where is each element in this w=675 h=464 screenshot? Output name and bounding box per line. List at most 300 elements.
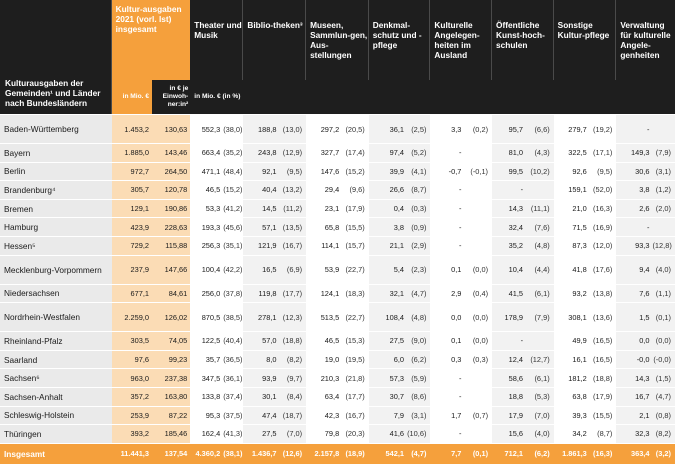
cell-hop: (4,8) [526, 236, 554, 255]
cell-je: 147,66 [152, 255, 190, 284]
row-label: Mecklenburg-Vorpommern [0, 255, 112, 284]
cell-so: 92,6 [554, 162, 590, 181]
cell-je: 130,63 [152, 114, 190, 143]
header-denkmal: Denkmal-schutz und -pflege [369, 0, 431, 80]
cell-mu: 327,7 [306, 143, 342, 162]
cell-de: 41,6 [369, 424, 407, 443]
cell-aup: (0,4) [464, 284, 492, 303]
cell-ho: - [492, 331, 526, 350]
total-cell-mio: 11.441,3 [112, 443, 152, 464]
cell-bip: (8,2) [280, 350, 307, 369]
cell-au: - [430, 199, 464, 218]
cell-mio: 1.885,0 [112, 143, 152, 162]
cell-ve: 32,3 [616, 424, 652, 443]
cell-bi: 8,0 [243, 350, 279, 369]
cell-mu: 29,4 [306, 180, 342, 199]
cell-je: 185,46 [152, 424, 190, 443]
cell-ho: 12,4 [492, 350, 526, 369]
cell-de: 21,1 [369, 236, 407, 255]
cell-bi: 92,1 [243, 162, 279, 181]
cell-de: 57,3 [369, 368, 407, 387]
cell-je: 120,78 [152, 180, 190, 199]
cell-vep: (1,5) [652, 368, 675, 387]
cell-au: 0,1 [430, 255, 464, 284]
table-row [0, 331, 675, 350]
cell-vep: (2,0) [652, 199, 675, 218]
cell-th: 46,5 [190, 180, 223, 199]
total-cell-bip: (12,6) [280, 443, 307, 464]
cell-mio: 357,2 [112, 387, 152, 406]
cell-ho: 95,7 [492, 114, 526, 143]
cell-ho: - [492, 180, 526, 199]
cell-thp: (37,4) [223, 387, 243, 406]
cell-sop: (17,1) [590, 143, 617, 162]
cell-aup [464, 424, 492, 443]
cell-bi: 16,5 [243, 255, 279, 284]
cell-sop: (52,0) [590, 180, 617, 199]
cell-sop: (18,8) [590, 368, 617, 387]
cell-mup: (15,2) [342, 162, 369, 181]
cell-mio: 972,7 [112, 162, 152, 181]
cell-so: 181,2 [554, 368, 590, 387]
cell-sop: (8,7) [590, 424, 617, 443]
cell-sop: (19,2) [590, 114, 617, 143]
cell-vep: (8,2) [652, 424, 675, 443]
cell-mio: 237,9 [112, 255, 152, 284]
cell-je: 84,61 [152, 284, 190, 303]
header-theater: Theater und Musik [190, 0, 243, 80]
cell-ho: 99,5 [492, 162, 526, 181]
cell-mu: 79,8 [306, 424, 342, 443]
total-cell-au: 7,7 [430, 443, 464, 464]
row-label: Hessen⁵ [0, 236, 112, 255]
cell-de: 36,1 [369, 114, 407, 143]
row-label: Berlin [0, 162, 112, 181]
cell-bip: (12,9) [280, 143, 307, 162]
cell-th: 193,3 [190, 217, 223, 236]
cell-bi: 40,4 [243, 180, 279, 199]
cell-je: 228,63 [152, 217, 190, 236]
total-cell-je: 137,54 [152, 443, 190, 464]
cell-bip: (12,3) [280, 302, 307, 331]
cell-bip: (8,4) [280, 387, 307, 406]
total-cell-bi: 1.436,7 [243, 443, 279, 464]
cell-de: 108,4 [369, 302, 407, 331]
cell-je: 87,22 [152, 406, 190, 425]
cell-mio: 963,0 [112, 368, 152, 387]
cell-thp: (37,8) [223, 284, 243, 303]
cell-aup [464, 180, 492, 199]
row-label: Bremen [0, 199, 112, 218]
cell-thp: (36,5) [223, 350, 243, 369]
cell-so: 87,3 [554, 236, 590, 255]
cell-so: 71,5 [554, 217, 590, 236]
cell-hop: (6,6) [526, 114, 554, 143]
cell-so: 34,2 [554, 424, 590, 443]
cell-ve: 0,0 [616, 331, 652, 350]
cell-hop: (6,1) [526, 284, 554, 303]
cell-mup: (20,5) [342, 114, 369, 143]
table-row [0, 143, 675, 162]
table-row [0, 284, 675, 303]
cell-mio: 253,9 [112, 406, 152, 425]
cell-sop: (15,5) [590, 406, 617, 425]
cell-de: 26,6 [369, 180, 407, 199]
cell-thp: (38,0) [223, 114, 243, 143]
cell-mu: 147,6 [306, 162, 342, 181]
cell-sop: (13,8) [590, 284, 617, 303]
cell-sop: (13,6) [590, 302, 617, 331]
cell-ve: 7,6 [616, 284, 652, 303]
total-cell-sop: (16,3) [590, 443, 617, 464]
table-row [0, 217, 675, 236]
row-label: Brandenburg⁴ [0, 180, 112, 199]
cell-vep: (-0,0) [652, 350, 675, 369]
cell-bip: (13,5) [280, 217, 307, 236]
cell-th: 95,3 [190, 406, 223, 425]
cell-ve: 2,6 [616, 199, 652, 218]
cell-ve: 30,6 [616, 162, 652, 181]
cell-ho: 17,9 [492, 406, 526, 425]
cell-so: 49,9 [554, 331, 590, 350]
cell-au: 2,9 [430, 284, 464, 303]
cell-dep: (5,9) [407, 368, 430, 387]
cell-hop: (10,2) [526, 162, 554, 181]
cell-mup: (9,6) [342, 180, 369, 199]
row-label: Baden-Württemberg [0, 114, 112, 143]
cell-hop: (4,4) [526, 255, 554, 284]
cell-hop [526, 180, 554, 199]
cell-dep: (0,3) [407, 199, 430, 218]
cell-thp: (36,1) [223, 368, 243, 387]
cell-mio: 423,9 [112, 217, 152, 236]
cell-so: 39,3 [554, 406, 590, 425]
cell-mu: 65,8 [306, 217, 342, 236]
cell-thp: (42,2) [223, 255, 243, 284]
cell-de: 3,8 [369, 217, 407, 236]
cell-th: 53,3 [190, 199, 223, 218]
unit-mio: in Mio. € [112, 80, 152, 114]
row-label: Rheinland-Pfalz [0, 331, 112, 350]
cell-mio: 393,2 [112, 424, 152, 443]
total-cell-hop: (6,2) [526, 443, 554, 464]
table-row [0, 350, 675, 369]
cell-bip: (11,2) [280, 199, 307, 218]
cell-mup: (17,4) [342, 143, 369, 162]
cell-mup: (17,9) [342, 199, 369, 218]
cell-hop: (4,0) [526, 424, 554, 443]
cell-sop: (16,5) [590, 350, 617, 369]
table-row [0, 424, 675, 443]
cell-vep: (0,1) [652, 302, 675, 331]
header-total: Kultur-ausgaben 2021 (vorl. Ist) insgesamt [112, 0, 191, 80]
table-row [0, 302, 675, 331]
cell-au: - [430, 368, 464, 387]
cell-mup: (15,5) [342, 217, 369, 236]
cell-aup [464, 143, 492, 162]
cell-vep: (12,8) [652, 236, 675, 255]
cell-aup: (0,2) [464, 114, 492, 143]
row-label: Nordrhein-Westfalen [0, 302, 112, 331]
cell-ho: 41,5 [492, 284, 526, 303]
cell-bip: (16,7) [280, 236, 307, 255]
cell-mio: 2.259,0 [112, 302, 152, 331]
cell-mu: 513,5 [306, 302, 342, 331]
cell-de: 39,9 [369, 162, 407, 181]
cell-th: 870,5 [190, 302, 223, 331]
cell-aup [464, 199, 492, 218]
cell-mu: 19,0 [306, 350, 342, 369]
total-cell-vep: (3,2) [652, 443, 675, 464]
cell-dep: (10,6) [407, 424, 430, 443]
cell-th: 256,0 [190, 284, 223, 303]
total-cell-aup: (0,1) [464, 443, 492, 464]
cell-hop: (12,7) [526, 350, 554, 369]
cell-mio: 97,6 [112, 350, 152, 369]
cell-mup: (21,8) [342, 368, 369, 387]
cell-ve: 149,3 [616, 143, 652, 162]
cell-thp: (41,2) [223, 199, 243, 218]
header-museen: Museen, Sammlun-gen, Aus-stellungen [306, 0, 369, 80]
cell-ve: -0,0 [616, 350, 652, 369]
cell-dep: (8,6) [407, 387, 430, 406]
row-label: Bayern [0, 143, 112, 162]
header-ausland: Kulturelle Angelegen-heiten im Ausland [430, 0, 492, 80]
cell-bip: (13,0) [280, 114, 307, 143]
cell-hop: (7,9) [526, 302, 554, 331]
total-cell-thp: (38,1) [223, 443, 243, 464]
cell-au: - [430, 217, 464, 236]
cell-dep: (6,2) [407, 350, 430, 369]
cell-aup [464, 236, 492, 255]
cell-thp: (45,6) [223, 217, 243, 236]
cell-mu: 42,3 [306, 406, 342, 425]
cell-de: 27,5 [369, 331, 407, 350]
cell-bi: 14,5 [243, 199, 279, 218]
cell-ve: 9,4 [616, 255, 652, 284]
cell-hop: (7,0) [526, 406, 554, 425]
cell-aup: (0,0) [464, 255, 492, 284]
cell-bip: (18,7) [280, 406, 307, 425]
cell-ve: - [616, 217, 652, 236]
cell-sop: (9,5) [590, 162, 617, 181]
cell-hop: (7,6) [526, 217, 554, 236]
cell-th: 133,8 [190, 387, 223, 406]
table-row [0, 255, 675, 284]
cell-mio: 1.453,2 [112, 114, 152, 143]
cell-bi: 188,8 [243, 114, 279, 143]
cell-bip: (17,7) [280, 284, 307, 303]
cell-mio: 729,2 [112, 236, 152, 255]
cell-so: 322,5 [554, 143, 590, 162]
cell-je: 74,05 [152, 331, 190, 350]
row-label: Sachsen⁶ [0, 368, 112, 387]
cell-je: 264,50 [152, 162, 190, 181]
cell-aup: (0,3) [464, 350, 492, 369]
cell-ho: 81,0 [492, 143, 526, 162]
cell-aup: (-0,1) [464, 162, 492, 181]
cell-au: -0,7 [430, 162, 464, 181]
cell-bip: (9,5) [280, 162, 307, 181]
cell-je: 99,23 [152, 350, 190, 369]
row-label: Thüringen [0, 424, 112, 443]
total-cell-dep: (4,7) [407, 443, 430, 464]
row-label-header: Kulturausgaben der Gemeinden¹ und Länder nach Bundesländern [0, 0, 112, 114]
cell-de: 0,4 [369, 199, 407, 218]
cell-au: 1,7 [430, 406, 464, 425]
unit-pct: in Mio. € (in %) [190, 80, 675, 114]
table-row [0, 406, 675, 425]
cell-thp: (40,4) [223, 331, 243, 350]
cell-ve: 1,5 [616, 302, 652, 331]
cell-th: 162,4 [190, 424, 223, 443]
unit-je: in € je Einwoh-ner:in² [152, 80, 190, 114]
cell-ho: 10,4 [492, 255, 526, 284]
cell-au: 3,3 [430, 114, 464, 143]
header-bibliotheken: Biblio-theken³ [243, 0, 306, 80]
cell-je: 126,02 [152, 302, 190, 331]
table-row [0, 199, 675, 218]
cell-aup: (0,7) [464, 406, 492, 425]
table-row [0, 236, 675, 255]
cell-aup [464, 217, 492, 236]
total-label: Insgesamt [0, 443, 112, 464]
cell-bi: 278,1 [243, 302, 279, 331]
cell-mup: (16,7) [342, 406, 369, 425]
cell-vep: (4,0) [652, 255, 675, 284]
cell-dep: (0,9) [407, 217, 430, 236]
cell-vep: (1,1) [652, 284, 675, 303]
cell-mup: (15,3) [342, 331, 369, 350]
cell-aup: (0,0) [464, 302, 492, 331]
cell-mio: 129,1 [112, 199, 152, 218]
total-cell-mu: 2.157,8 [306, 443, 342, 464]
cell-mup: (20,3) [342, 424, 369, 443]
cell-au: - [430, 180, 464, 199]
cell-ho: 178,9 [492, 302, 526, 331]
cell-de: 6,0 [369, 350, 407, 369]
cell-bi: 27,5 [243, 424, 279, 443]
cell-mup: (18,3) [342, 284, 369, 303]
cell-je: 143,46 [152, 143, 190, 162]
cell-bip: (13,2) [280, 180, 307, 199]
cell-sop: (16,9) [590, 217, 617, 236]
cell-th: 122,5 [190, 331, 223, 350]
cell-dep: (3,1) [407, 406, 430, 425]
cell-bi: 30,1 [243, 387, 279, 406]
cell-so: 159,1 [554, 180, 590, 199]
cell-sop: (17,9) [590, 387, 617, 406]
cell-ve: 93,3 [616, 236, 652, 255]
cell-au: 0,1 [430, 331, 464, 350]
header-verwaltung: Verwaltung für kulturelle Angele-genheiten [616, 0, 675, 80]
total-cell-so: 1.861,3 [554, 443, 590, 464]
cell-aup: (0,0) [464, 331, 492, 350]
cell-dep: (2,9) [407, 236, 430, 255]
cell-vep: (3,1) [652, 162, 675, 181]
cell-vep: (0,0) [652, 331, 675, 350]
cell-th: 471,1 [190, 162, 223, 181]
cell-vep: (4,7) [652, 387, 675, 406]
total-row [0, 443, 675, 464]
cell-dep: (9,0) [407, 331, 430, 350]
cell-mu: 124,1 [306, 284, 342, 303]
cell-dep: (5,2) [407, 143, 430, 162]
table-row [0, 114, 675, 143]
cell-mup: (15,7) [342, 236, 369, 255]
cell-dep: (4,7) [407, 284, 430, 303]
cell-je: 190,86 [152, 199, 190, 218]
cell-hop: (6,1) [526, 368, 554, 387]
cell-mu: 297,2 [306, 114, 342, 143]
cell-bi: 93,9 [243, 368, 279, 387]
cell-au: - [430, 424, 464, 443]
cell-de: 97,4 [369, 143, 407, 162]
table-body [0, 114, 675, 464]
cell-ho: 35,2 [492, 236, 526, 255]
cell-thp: (35,1) [223, 236, 243, 255]
cell-thp: (38,5) [223, 302, 243, 331]
cell-de: 32,1 [369, 284, 407, 303]
cell-th: 347,5 [190, 368, 223, 387]
cell-dep: (4,1) [407, 162, 430, 181]
cell-ho: 15,6 [492, 424, 526, 443]
cell-ve: 16,7 [616, 387, 652, 406]
cell-au: - [430, 387, 464, 406]
cell-thp: (15,2) [223, 180, 243, 199]
cell-vep: (7,9) [652, 143, 675, 162]
cell-vep [652, 114, 675, 143]
cell-so: 21,0 [554, 199, 590, 218]
header-hochschulen: Öffentliche Kunst-hoch-schulen [492, 0, 554, 80]
cell-dep: (2,5) [407, 114, 430, 143]
cell-mu: 53,9 [306, 255, 342, 284]
cell-au: 0,0 [430, 302, 464, 331]
cell-de: 30,7 [369, 387, 407, 406]
cell-sop: (16,3) [590, 199, 617, 218]
total-cell-ve: 363,4 [616, 443, 652, 464]
cell-dep: (2,3) [407, 255, 430, 284]
table-row [0, 368, 675, 387]
table-row [0, 180, 675, 199]
cell-ve: - [616, 114, 652, 143]
cell-th: 256,3 [190, 236, 223, 255]
cell-mu: 210,3 [306, 368, 342, 387]
cell-ho: 32,4 [492, 217, 526, 236]
cell-thp: (41,3) [223, 424, 243, 443]
cell-mu: 23,1 [306, 199, 342, 218]
cell-ve: 2,1 [616, 406, 652, 425]
cell-so: 41,8 [554, 255, 590, 284]
cell-bi: 121,9 [243, 236, 279, 255]
cell-bi: 47,4 [243, 406, 279, 425]
cell-mu: 114,1 [306, 236, 342, 255]
cell-vep: (0,8) [652, 406, 675, 425]
total-cell-mup: (18,9) [342, 443, 369, 464]
cell-hop [526, 331, 554, 350]
header-row [0, 0, 675, 80]
cell-ve: 14,3 [616, 368, 652, 387]
cell-aup [464, 387, 492, 406]
cell-mio: 677,1 [112, 284, 152, 303]
cell-sop: (12,0) [590, 236, 617, 255]
cell-bip: (7,0) [280, 424, 307, 443]
row-label: Saarland [0, 350, 112, 369]
total-cell-th: 4.360,2 [190, 443, 223, 464]
cell-mu: 63,4 [306, 387, 342, 406]
cell-bip: (9,7) [280, 368, 307, 387]
cell-hop: (5,3) [526, 387, 554, 406]
